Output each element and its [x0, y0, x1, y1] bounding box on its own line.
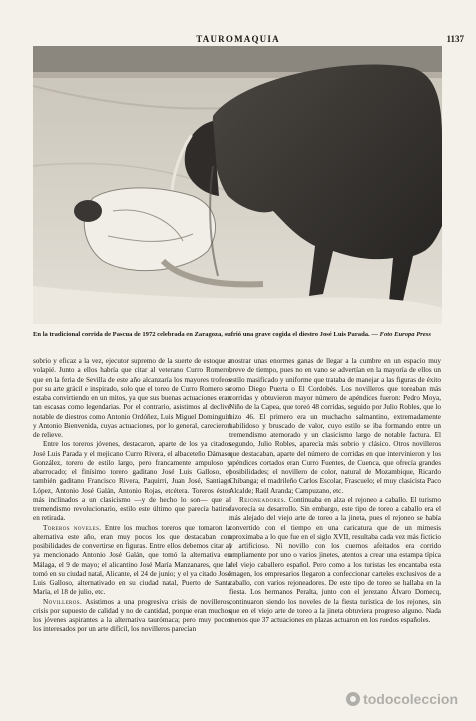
paragraph-text: Asistimos a una progresiva crisis de novilleros, crisis por supuesto de calidad y no de cantidad, porque eran muchos los jóvenes aspirantes a la alternativa taurómaca; pero muy pocos los interesados por un arte difícil, los novilleros parecían — [33, 597, 231, 634]
watermark — [346, 691, 458, 707]
paragraph-novilleros — [33, 598, 231, 635]
watermark-text: todocoleccion — [363, 691, 458, 707]
caption-text: En la tradicional corrida de Pascua de 1972 celebrada en Zaragoza, sufrió una grave cogida el diestro José Luis Parada. — — [33, 331, 378, 338]
watermark-logo-icon — [346, 692, 360, 706]
bullfight-illustration — [33, 46, 442, 324]
paragraph-text: Entre los muchos toreros que tomaron la alternativa este año, eran muy pocos los que destacaban con posibilidades de convertirse en figuras. Entre ellos debemos citar al ya mencionado Antonio José Galán, que tomó la alternativa en Málaga, el 9 de mayo; el alicantino José María Manzanares, que la tomó en su ciudad natal, Alicante, el 24 de junio; y el ya citado José Luis Galloso, alternativado en su ciudad natal, Puerto de Santa María, el 18 de julio, etc. — [33, 523, 231, 597]
caption-credit: Foto Europa Press — [379, 331, 431, 338]
section-heading: Novilleros. — [43, 597, 83, 606]
section-heading: Toreros noveles. — [43, 523, 102, 532]
paragraph-rejoneadores — [229, 496, 441, 626]
running-head — [0, 34, 476, 46]
section-heading: Rejoneadores. — [239, 495, 287, 504]
right-column — [229, 357, 441, 625]
page-number: 1137 — [446, 34, 464, 44]
paragraph-toreros-noveles — [33, 524, 231, 598]
photo-caption — [33, 331, 442, 339]
running-title: TAUROMAQUIA — [196, 34, 280, 44]
bullfight-photo — [33, 46, 442, 324]
paragraph: Entre los toreros jóvenes, destacaron, aparte de los ya citados José Luis Parada y el mejicano Curro Rivera, el albaceteño Dámaso González, torero de estilo largo, pero francamente ampuloso y abarrocado; el finísimo torero gaditano José Luis Galloso, el también gaditano Francisco Rivera, Paquirri, Juan José, Santiago López, Antonio José Galán, Antonio Rojas, etcétera. Toreros éstos más inclinados a un clasicismo —y de hecho lo son— que al tremendismo revolucionario, estilo este último que parecía batirse en retirada. — [33, 440, 231, 523]
paragraph: mostrar unas enormes ganas de llegar a la cumbre en un espacio muy breve de tiempo, pues no en vano se advertían en la mayoría de ellos un estilo masificado y uniforme que trataba de manejar a las figuras de éxito como Diego Puerta o El Cordobés. Los novilleros que toreaban más corridas y obtuvieron mayor número de apéndices fueron: Pedro Moya, Niño de la Capea, que toreó 48 corridas, seguido por Julio Robles, que lo hizo 46. El primero era un muchacho salmantino, extremadamente habilidoso y bruscado de valor, cuyo estilo se iba formando entre un tremendismo atemorado y un clasicismo largo de notable factura. El segundo, Julio Robles, aparecía más sobrio y clásico. Otros novilleros que destacaban, aparte del número de corridas en que intervinieron y los apéndices cortados eran Curro Fuentes, de Cuenca, que ofrecía grandes posibilidades; el novillero de color, natural de Mozambique, Ricardo Chibanga; el madrileño Carlos Escolar, Frascuelo; el muy clasicista Paco Alcalde; Raúl Aranda; Campuzano, etc. — [229, 357, 441, 495]
paragraph-text: Continuaba en alza el rejoneo a caballo. El turismo favorecía su desarrollo. Sin embargo, este tipo de toreo a caballo era el más alejado del viejo arte de toreo a la jineta, pues el rejoneo se había convertido con el tiempo en una caricatura que de un mimesis aproximaba a lo que fue en el siglo XVII, resultaba cada vez más ficticio y artificioso. Ni novillo con los cuernos afeitados era corrido ampliamente por uno o varios jinetes, atentos a crear una estampa típica del viejo caballero español. Pero como a los turistas les encantaba esta imagen, los empresarios llegaron a confeccionar carteles exclusivos de a caballo, con varios rejoneadores. De este tipo de toreo se hallaba en la fiesta. Los hermanos Peralta, junto con el jerezano Álvaro Domecq, continuaron siendo los noveles de la fiesta turística de los rejones, sin que en el viejo arte de toreo a la jineta obtuviera progreso alguno. Nada menos que 37 actuaciones en plazas actuaron en los ruedos españoles. — [229, 495, 441, 624]
left-column — [33, 357, 231, 635]
paragraph: sobrio y eficaz a la vez, ejecutor supremo de la suerte de estoque a volapié. Junto a ellos habría que citar al veterano Curro Romero, que en la feria de Sevilla de este año alcanzaría los mayores trofeos por su arte grácil e inspirado, solo que el toreo de Curro Romero se estaba convirtiendo en un mitos, ya que sus buenas actuaciones eran tan escasas como legendarias. Por el contrario, asistimos al declive notable de diestros como Antonio Ordóñez, Luis Miguel Dominguín y Antonio Bienvenida, cuyas actuaciones, por lo general, carecieron de relieve. — [33, 357, 231, 439]
